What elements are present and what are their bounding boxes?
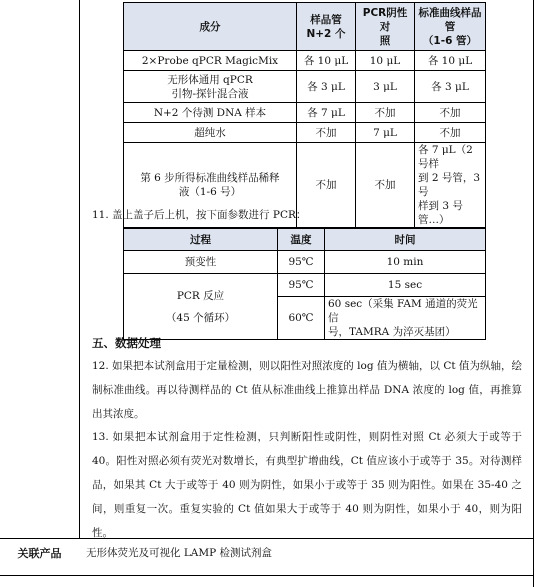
bottom-border [0, 575, 534, 576]
table-cell: 不加 [297, 143, 356, 228]
table-cell: 2×Probe qPCR MagicMix [124, 51, 297, 71]
table-row [124, 103, 486, 123]
table-cell: 不加 [415, 123, 486, 143]
table-cell: 各 7 μL（2 号样 到 2 号管，3 号 样到 3 号管…） [415, 143, 486, 228]
pcr-program-table [123, 228, 486, 340]
section-heading: 五、数据处理 [92, 336, 161, 350]
header-negative: PCR阴性对 照 [356, 3, 415, 51]
header-component: 成分 [124, 3, 297, 51]
table-cell: 60℃ [278, 297, 325, 340]
table-cell: 不加 [297, 123, 356, 143]
table-cell: 不加 [415, 103, 486, 123]
table-cell: 95℃ [278, 251, 325, 274]
table-cell: 各 10 μL [415, 51, 486, 71]
table-cell: 各 7 μL [297, 103, 356, 123]
header-standard: 标准曲线样品 管 （1-6 管） [415, 3, 486, 51]
table-cell: 各 3 μL [415, 71, 486, 103]
table-cell: 第 6 步所得标准曲线样品稀释 液（1-6 号） [124, 143, 297, 228]
table-cell: 各 10 μL [297, 51, 356, 71]
related-products-label: 关联产品 [17, 547, 62, 560]
table-cell: 7 μL [356, 123, 415, 143]
step-13-text: 13. 如果把本试剂盒用于定性检测，只判断阳性或阴性，则阴性对照 Ct 必须大于或等于 40。阳性对照必须有荧光对数增长，有典型扩增曲线，Ct 值应该小于或等于 35。对待测样品，如果其 Ct 大于或等于 40 则为阴性，如果小于或等于 35 则为阳性。如果在 35-40 之间，则重复一次。重复实验的 Ct 值如果大于或等于 40 则为阴性，如果小于 40，则为阳性。 [92, 431, 522, 539]
left-label-column [0, 0, 80, 538]
table-header-row [124, 229, 486, 251]
table-cell: 60 sec（采集 FAM 通道的荧光信 号，TAMRA 为淬灭基团） [325, 297, 486, 340]
header-process: 过程 [124, 229, 278, 251]
table-cell: 各 3 μL [297, 71, 356, 103]
table-cell: 无形体通用 qPCR 引物-探针混合液 [124, 71, 297, 103]
header-temperature: 温度 [278, 229, 325, 251]
table-cell: 10 μL [356, 51, 415, 71]
table-cell: 超纯水 [124, 123, 297, 143]
step-11-text: 11. 盖上盖子后上机，按下面参数进行 PCR： [92, 209, 307, 221]
step-12-text: 12. 如果把本试剂盒用于定量检测，则以阳性对照浓度的 log 值为横轴，以 Ct 值为纵轴，绘制标准曲线。再以待测样品的 Ct 值从标准曲线上推算出样品 DNA 浓度的 log 值，再推算出其浓度。 [92, 360, 522, 420]
table-cell: 不加 [356, 103, 415, 123]
table-row [124, 71, 486, 103]
table-cell: 15 sec [325, 274, 486, 297]
right-border [533, 0, 534, 587]
table-row [124, 274, 486, 297]
related-products-text: 无形体荧光及可视化 LAMP 检测试剂盒 [86, 547, 273, 559]
table-row [124, 51, 486, 71]
header-sample: 样品管 N+2 个 [297, 3, 356, 51]
table-cell: 10 min [325, 251, 486, 274]
table-cell: 预变性 [124, 251, 278, 274]
table-header-row [124, 3, 486, 51]
table-cell: N+2 个待测 DNA 样本 [124, 103, 297, 123]
table-cell: PCR 反应 （45 个循环） [124, 274, 278, 340]
table-row [124, 251, 486, 274]
table-row [124, 123, 486, 143]
reagent-table [123, 2, 486, 228]
table-cell: 95℃ [278, 274, 325, 297]
table-cell: 3 μL [356, 71, 415, 103]
table-cell: 不加 [356, 143, 415, 228]
header-time: 时间 [325, 229, 486, 251]
